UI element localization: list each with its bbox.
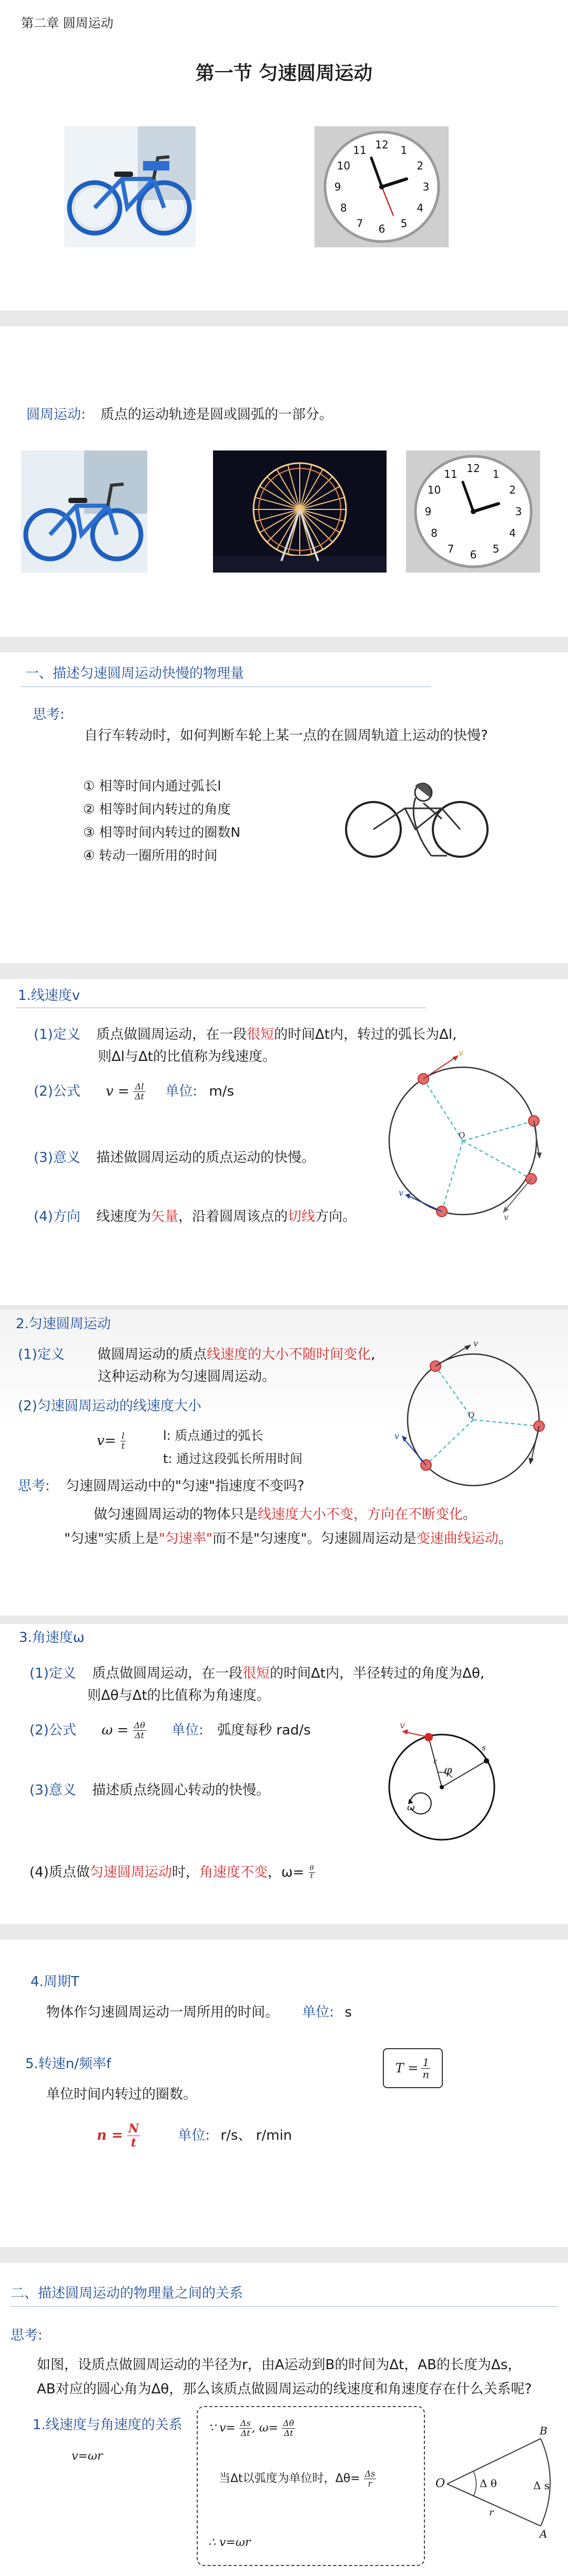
n-num: N <box>128 2122 139 2136</box>
clock-photo <box>315 126 449 247</box>
v-lhs: v= <box>97 1433 116 1449</box>
section-heading: 3.角速度ω <box>19 1630 85 1646</box>
box-den: n <box>422 2068 430 2081</box>
clock-number: 10 <box>337 159 351 172</box>
svg-text:O: O <box>468 1410 475 1420</box>
option-3: ③ 相等时间内转过的圈数N <box>83 825 241 840</box>
question-line-1: 如图，设质点做圆周运动的半径为r，由A运动到B的时间为Δt，AB的长度为Δs， <box>37 2357 522 2373</box>
meaning-text: 描述质点绕圆心转动的快慢。 <box>92 1782 270 1798</box>
dir-text-a: 线速度为 <box>96 1209 151 1225</box>
note-red-1: 匀速圆周运动 <box>89 1865 172 1880</box>
think-row <box>18 1477 305 1496</box>
option-1: ① 相等时间内通过弧长l <box>83 778 221 794</box>
def-text-red: 线速度的大小不随时间变化 <box>207 1347 371 1362</box>
velocity-circle-diagram <box>379 1047 547 1221</box>
clock-number: 6 <box>378 223 386 235</box>
meaning-row <box>34 1148 315 1167</box>
svg-text:v: v <box>394 1431 400 1441</box>
definition-row <box>34 1025 457 1044</box>
box-fraction <box>421 2057 430 2080</box>
bicycle-photo-small <box>21 450 147 573</box>
line2-frac <box>364 2469 377 2489</box>
ans2-a: "匀速"实质上是 <box>64 1531 159 1547</box>
svg-text:r: r <box>489 2507 494 2518</box>
formula-num: Δθ <box>134 1720 145 1730</box>
period-unit: s <box>344 2004 352 2020</box>
ans2-c: 。 <box>498 1531 512 1547</box>
def-text-a: 质点做圆周运动，在一段 <box>92 1666 243 1681</box>
v-fraction <box>120 1431 126 1451</box>
svg-text:s: s <box>482 1743 486 1752</box>
line1-b: , ω= <box>251 2421 278 2435</box>
line1-n2: Δθ <box>282 2418 295 2428</box>
slide-period-frequency <box>0 1940 568 2247</box>
period-text: 物体作匀速圆周运动一周所用的时间。 <box>46 2004 279 2020</box>
svg-text:v: v <box>473 1338 479 1348</box>
n-unit-label: 单位: <box>178 2128 210 2143</box>
def-text-red: 很短 <box>242 1666 270 1681</box>
slide-uniform-circular-motion <box>0 1309 568 1616</box>
period-heading: 4.周期T <box>31 1974 79 1990</box>
option-2: ② 相等时间内转过的角度 <box>83 801 231 817</box>
definition-row <box>26 405 333 424</box>
definition-label: (1)定义 <box>18 1347 65 1362</box>
person-bicycle-illustration <box>337 777 494 871</box>
unit-label: 单位: <box>165 1084 198 1099</box>
clock-number: 11 <box>444 468 458 480</box>
ans1-b: 。 <box>463 1507 477 1522</box>
definition-row <box>29 1664 484 1683</box>
note-red-2: 角速度不变 <box>199 1865 268 1880</box>
note-fraction <box>309 1865 315 1880</box>
clock-number: 7 <box>447 543 454 555</box>
svg-text:φ: φ <box>444 1764 452 1777</box>
svg-text:v: v <box>504 1212 509 1221</box>
bicycle-photo <box>64 126 196 247</box>
uniform-motion-diagram <box>389 1336 557 1499</box>
speed-heading: 5.转速n/频率f <box>25 2056 111 2072</box>
ans2-b: 而不是"匀速度"。匀速圆周运动是 <box>212 1531 417 1547</box>
center-label: O <box>459 1130 465 1140</box>
meaning-label: (3)意义 <box>29 1782 76 1798</box>
unit-value: 弧度每秒 rad/s <box>217 1722 311 1738</box>
meaning-text: 描述做圆周运动的质点运动的快慢。 <box>96 1150 316 1166</box>
think-label: 思考: <box>33 707 65 723</box>
think-question: 自行车转动时，如何判断车轮上某一点的在圆周轨道上运动的快慢? <box>84 728 488 744</box>
clock-photo-small <box>406 450 540 573</box>
question-line-2: AB对应的圆心角为Δθ，那么该质点做圆周运动的线速度和角速度存在什么关系呢? <box>37 2381 532 2397</box>
ans2-red2: 变速曲线运动 <box>416 1531 499 1547</box>
l-definition: l: 质点通过的弧长 <box>163 1428 263 1443</box>
svg-text:r: r <box>433 1758 437 1766</box>
clock-number: 9 <box>424 505 432 518</box>
def-text-2: 这种运动称为匀速圆周运动。 <box>98 1369 276 1385</box>
slide-think-question <box>0 653 568 963</box>
dir-red-tangent: 切线 <box>288 1209 316 1225</box>
dir-text-c: 方向。 <box>315 1209 357 1225</box>
definition-text: 质点的运动轨迹是圆或圆弧的一部分。 <box>100 407 333 423</box>
period-row <box>46 2003 352 2022</box>
speed-formula-row <box>97 2122 292 2150</box>
clock-number: 5 <box>400 217 408 230</box>
svg-text:O: O <box>435 2477 445 2490</box>
note-c: ，ω= <box>267 1865 305 1880</box>
clock-number: 9 <box>334 181 341 193</box>
meaning-row <box>29 1781 270 1800</box>
formula-fraction <box>134 1082 145 1101</box>
v-formula <box>97 1431 126 1451</box>
definition-label: (1)定义 <box>29 1666 76 1681</box>
speed-text: 单位时间内转过的圈数。 <box>46 2087 197 2102</box>
section-heading: 2.匀速圆周运动 <box>16 1316 111 1332</box>
clock-number: 8 <box>340 202 347 214</box>
derivation-line-1 <box>208 2419 295 2438</box>
clock-number: 3 <box>515 505 522 518</box>
sub-heading: (2)匀速圆周运动的线速度大小 <box>18 1398 201 1414</box>
line2-a: 当Δt以弧度为单位时，Δθ= <box>219 2472 360 2485</box>
page-title: 第一节 匀速圆周运动 <box>195 63 373 84</box>
formula-den: Δt <box>135 1730 145 1740</box>
svg-text:B: B <box>540 2424 547 2437</box>
unit-value: m/s <box>209 1084 235 1099</box>
line1-a: ∵ v= <box>208 2421 236 2435</box>
line2-d: r <box>368 2479 372 2489</box>
section-heading: 一、描述匀速圆周运动快慢的物理量 <box>25 666 245 681</box>
angular-velocity-diagram <box>379 1713 505 1850</box>
formula-row <box>34 1082 234 1101</box>
clock-number: 11 <box>353 144 367 157</box>
answer-line-2 <box>64 1529 512 1548</box>
box-lhs: T = <box>395 2061 419 2076</box>
n-lhs: n = <box>97 2128 123 2143</box>
section-heading: 二、描述圆周运动的物理量之间的关系 <box>11 2286 244 2301</box>
definition-label: (1)定义 <box>34 1027 80 1043</box>
note-num: θ <box>309 1865 314 1872</box>
definition-label: 圆周运动: <box>26 407 86 423</box>
dir-red-vector: 矢量 <box>151 1209 179 1225</box>
svg-text:Δ s: Δ s <box>533 2479 550 2492</box>
section-heading: 1.线速度v <box>18 988 80 1004</box>
n-fraction <box>127 2122 140 2150</box>
period-unit-label: 单位: <box>302 2004 334 2020</box>
line2-n: Δs <box>364 2469 376 2479</box>
formula-lhs: v = <box>106 1084 129 1099</box>
ans1-a: 做匀速圆周运动的物体只是 <box>94 1507 258 1522</box>
note-row <box>29 1863 315 1882</box>
heading-underline <box>21 686 431 687</box>
think-question: 匀速圆周运动中的"匀速"指速度不变吗? <box>66 1478 305 1494</box>
meaning-label: (3)意义 <box>34 1150 80 1166</box>
think-label: 思考: <box>18 1478 50 1494</box>
definition-row <box>18 1345 375 1364</box>
def-text-a: 质点做圆周运动，在一段 <box>96 1027 247 1043</box>
def-text-2: 则Δθ与Δt的比值称为角速度。 <box>87 1688 270 1703</box>
line1-n1: Δs <box>240 2418 251 2428</box>
relation-text: v=ωr <box>72 2450 103 2463</box>
derivation-line-3: ∴ v=ωr <box>208 2536 251 2549</box>
heading-underline <box>16 1007 426 1008</box>
def-text-a: 做圆周运动的质点 <box>97 1347 207 1362</box>
v-den: t <box>121 1441 125 1451</box>
ans1-red: 线速度大小不变，方向在不断变化 <box>258 1507 463 1522</box>
def-text-b: 的时间Δt内，转过的弧长为Δl, <box>274 1027 457 1043</box>
line1-frac-2 <box>282 2419 295 2438</box>
derivation-box <box>197 2406 425 2566</box>
derivation-line-2 <box>219 2469 376 2489</box>
unit-label: 单位: <box>171 1722 204 1738</box>
n-den: t <box>130 2136 137 2150</box>
clock-number: 1 <box>400 144 408 157</box>
formula-den: Δt <box>135 1091 145 1101</box>
note-b: 时， <box>171 1865 199 1880</box>
v-num: l <box>120 1431 126 1441</box>
box-num: 1 <box>421 2057 430 2069</box>
formula-lhs: ω = <box>102 1722 129 1738</box>
formula-num: Δl <box>134 1082 145 1092</box>
clock-number: 12 <box>375 138 389 151</box>
formula-fraction <box>133 1721 146 1740</box>
option-4: ④ 转动一圈所用的时间 <box>83 848 218 863</box>
sub-heading: 1.线速度与角速度的关系 <box>33 2417 182 2433</box>
dir-text-b: ，沿着圆周该点的 <box>178 1209 288 1225</box>
direction-row <box>34 1207 356 1226</box>
t-definition: t: 通过这段弧长所用时间 <box>163 1451 303 1466</box>
heading-underline <box>11 2306 557 2307</box>
clock-number: 4 <box>509 527 516 539</box>
note-den: t <box>310 1872 313 1880</box>
clock-number: 6 <box>470 548 477 561</box>
arc-relation-diagram <box>431 2421 563 2542</box>
svg-text:ω: ω <box>407 1802 415 1813</box>
line1-d2: Δt <box>283 2428 293 2438</box>
line1-d1: Δt <box>240 2428 250 2438</box>
clock-number: 2 <box>509 484 516 496</box>
def-text-red: 很短 <box>247 1027 275 1043</box>
slide-linear-velocity <box>0 979 568 1305</box>
slide-circular-motion <box>0 326 568 637</box>
ans2-red: "匀速率" <box>158 1531 212 1547</box>
svg-text:v: v <box>459 1048 464 1058</box>
slide-angular-velocity <box>0 1624 568 1924</box>
clock-number: 1 <box>492 468 500 480</box>
svg-text:v: v <box>400 1720 405 1731</box>
clock-number: 4 <box>417 202 424 214</box>
options-list <box>83 775 240 867</box>
formula-row <box>29 1721 311 1740</box>
slide-title <box>0 0 568 310</box>
answer-line-1 <box>94 1505 476 1524</box>
chapter-label: 第二章 圆周运动 <box>21 16 114 31</box>
formula-label: (2)公式 <box>34 1084 80 1099</box>
clock-number: 3 <box>422 181 430 193</box>
n-unit: r/s、 r/min <box>220 2128 292 2143</box>
def-text-b: 的时间Δt内，半径转过的角度为Δθ, <box>270 1666 485 1681</box>
def-text-b: , <box>371 1347 376 1362</box>
note-a: (4)质点做 <box>29 1865 90 1880</box>
svg-text:A: A <box>540 2528 547 2540</box>
formula-label: (2)公式 <box>29 1722 76 1738</box>
clock-number: 8 <box>431 527 438 539</box>
svg-text:v: v <box>399 1188 404 1198</box>
clock-number: 2 <box>417 159 424 172</box>
clock-number: 7 <box>356 217 363 230</box>
clock-number: 10 <box>427 484 441 496</box>
def-text-2: 则Δl与Δt的比值称为线速度。 <box>98 1049 276 1065</box>
clock-number: 12 <box>466 462 480 475</box>
line1-frac-1 <box>239 2419 252 2438</box>
clock-number: 5 <box>492 543 500 555</box>
direction-label: (4)方向 <box>34 1209 80 1225</box>
think-label: 思考: <box>11 2328 43 2343</box>
ferris-wheel-photo <box>213 450 387 573</box>
svg-text:Δ θ: Δ θ <box>480 2477 497 2490</box>
period-formula-box <box>383 2048 443 2088</box>
slide-relations <box>0 2263 568 2576</box>
